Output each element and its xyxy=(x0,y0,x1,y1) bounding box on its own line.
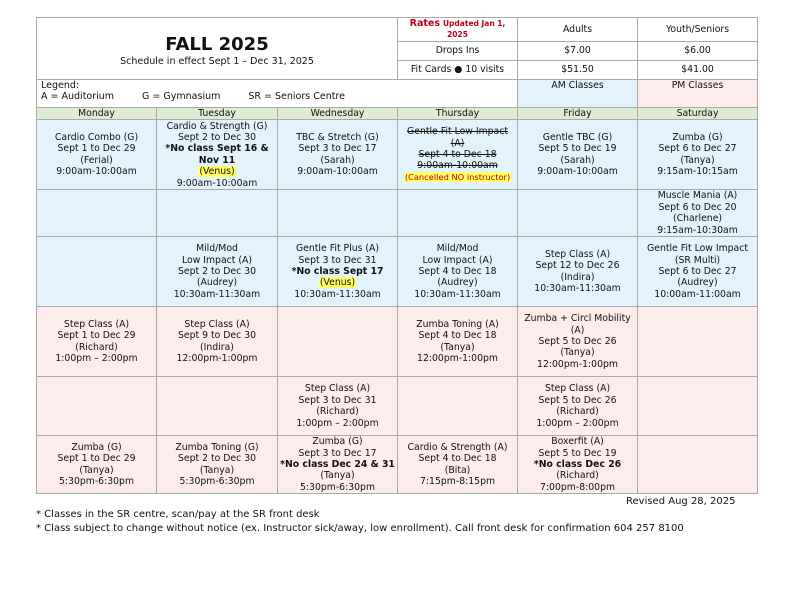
class-info-line: Sept 12 to Dec 26 xyxy=(535,260,620,272)
drop-ins-youth-price: $6.00 xyxy=(638,41,758,60)
class-cell-friday xyxy=(518,120,638,190)
class-info-line: Step Class (A) xyxy=(304,383,371,395)
class-info-line: (Sarah) xyxy=(560,154,595,166)
class-info-line: TBC & Stretch (G) xyxy=(296,131,379,143)
class-info-line: 9:15am-10:30am xyxy=(657,224,738,236)
title-block xyxy=(37,18,398,80)
class-info-line: Sept 5 to Dec 19 xyxy=(538,143,617,155)
class-info-line: (Audrey) xyxy=(196,277,238,289)
class-info-line: 1:00pm – 2:00pm xyxy=(536,417,619,429)
class-info-line: (Venus) xyxy=(199,166,235,178)
class-info-line: Sept 1 to Dec 29 xyxy=(57,330,136,342)
empty-cell xyxy=(37,190,157,237)
class-info-line: Nov 11 xyxy=(198,154,236,166)
class-info-line: 12:00pm-1:00pm xyxy=(176,353,258,365)
empty-cell xyxy=(398,377,518,436)
class-info-line: Sept 3 to Dec 31 xyxy=(298,394,377,406)
class-cell-monday xyxy=(37,436,157,494)
class-cell-monday xyxy=(37,307,157,377)
day-header-thursday: Thursday xyxy=(398,107,518,119)
day-header-tuesday: Tuesday xyxy=(157,107,278,119)
class-info-line: (Bita) xyxy=(444,464,471,476)
class-info-line: Gentle Fit Low Impact xyxy=(647,243,749,255)
legend-seniors-centre: SR = Seniors Centre xyxy=(248,91,345,103)
class-info-line: Boxerfit (A) xyxy=(551,436,604,448)
class-info-line: Sept 1 to Dec 29 xyxy=(57,453,136,465)
class-info-line: Low Impact (A) xyxy=(422,254,493,266)
class-cell-tuesday xyxy=(157,436,278,494)
rates-header xyxy=(398,18,518,42)
revised-date: Revised Aug 28, 2025 xyxy=(626,496,736,507)
class-info-line: *No class Dec 24 & 31 xyxy=(280,459,395,471)
class-info-line: Sept 4 to Dec 18 xyxy=(418,266,497,278)
schedule-effective-dates: Schedule in effect Sept 1 – Dec 31, 2025 xyxy=(120,55,314,67)
class-cell-wednesday xyxy=(278,377,398,436)
class-info-line: Mild/Mod xyxy=(436,243,479,255)
class-cell-friday xyxy=(518,377,638,436)
class-info-line: (Tanya) xyxy=(680,154,715,166)
class-info-line: 7:00pm-8:00pm xyxy=(540,481,616,493)
class-info-line: Sept 3 to Dec 17 xyxy=(298,143,377,155)
class-info-line: Gentle TBC (G) xyxy=(542,131,613,143)
class-info-line: Sept 6 to Dec 27 xyxy=(658,143,737,155)
fit-cards-youth-price: $41.00 xyxy=(638,60,758,79)
day-header-monday: Monday xyxy=(37,107,157,119)
class-info-line: 1:00pm – 2:00pm xyxy=(296,417,379,429)
class-info-line: (Tanya) xyxy=(320,470,355,482)
class-info-line: Step Class (A) xyxy=(544,383,611,395)
class-cell-thursday xyxy=(398,436,518,494)
class-info-line: 5:30pm-6:30pm xyxy=(58,476,135,488)
empty-cell xyxy=(518,190,638,237)
drop-ins-adults-price: $7.00 xyxy=(518,41,638,60)
class-info-line: (A) xyxy=(570,324,585,336)
class-info-line: (Audrey) xyxy=(677,277,718,289)
class-info-line: (Tanya) xyxy=(560,347,595,359)
class-info-line: Cardio & Strength (A) xyxy=(407,441,508,453)
empty-cell xyxy=(37,237,157,307)
youth-seniors-header: Youth/Seniors xyxy=(638,18,758,42)
class-info-line: Gentle Fit Plus (A) xyxy=(295,243,380,255)
class-info-line: Sept 6 to Dec 27 xyxy=(658,266,737,278)
class-info-line: (Indira) xyxy=(200,341,234,353)
class-info-line: Sept 9 to Dec 30 xyxy=(177,330,257,342)
class-info-line: (Audrey) xyxy=(437,277,478,289)
fit-cards-adults-price: $51.50 xyxy=(518,60,638,79)
class-info-line: Sept 2 to Dec 30 xyxy=(177,266,257,278)
class-info-line: Gentle Fit Low Impact xyxy=(407,126,509,138)
class-info-line: Sept 3 to Dec 17 xyxy=(298,447,377,459)
class-cell-thursday xyxy=(398,237,518,307)
class-cell-tuesday xyxy=(157,307,278,377)
class-info-line: 1:00pm – 2:00pm xyxy=(55,353,138,365)
schedule-row xyxy=(37,436,758,494)
class-info-line: 10:30am-11:30am xyxy=(414,288,501,300)
class-info-line: Zumba (G) xyxy=(672,131,723,143)
class-cell-tuesday xyxy=(157,120,278,190)
class-cell-wednesday xyxy=(278,120,398,190)
class-info-line: Sept 4 to Dec 18 xyxy=(418,149,497,161)
class-info-line: (Richard) xyxy=(75,341,118,353)
empty-cell xyxy=(638,436,758,494)
schedule-table xyxy=(36,17,758,494)
class-info-line: Zumba (G) xyxy=(71,441,122,453)
schedule-row xyxy=(37,307,758,377)
footer-notes xyxy=(36,508,684,536)
class-info-line: Mild/Mod xyxy=(196,243,238,255)
rates-label: Rates xyxy=(409,18,440,29)
class-info-line: 10:00am-11:00am xyxy=(654,288,741,300)
fit-cards-label: Fit Cards ● 10 visits xyxy=(398,60,518,79)
class-info-line: Sept 2 to Dec 30 xyxy=(177,453,257,465)
legend xyxy=(37,79,518,107)
class-info-line: Sept 5 to Dec 26 xyxy=(538,336,617,348)
footer-note: * Classes in the SR centre, scan/pay at the SR front desk xyxy=(36,509,320,520)
schedule-row xyxy=(37,190,758,237)
legend-am-classes: AM Classes xyxy=(518,79,638,107)
footer-note: * Class subject to change without notice (ex. Instructor sick/away, low enrollment). Call front desk for confirmation 604 257 8100 xyxy=(36,523,684,534)
drop-ins-label: Drops Ins xyxy=(398,41,518,60)
class-info-line: 5:30pm-6:30pm xyxy=(179,476,255,488)
legend-pm-classes: PM Classes xyxy=(638,79,758,107)
class-info-line: Sept 4 to Dec 18 xyxy=(418,330,497,342)
empty-cell xyxy=(37,377,157,436)
empty-cell xyxy=(278,190,398,237)
class-info-line: Sept 5 to Dec 19 xyxy=(538,447,617,459)
class-info-line: 9:00am-10:00am xyxy=(176,177,258,189)
class-info-line: Step Class (A) xyxy=(184,318,250,330)
class-info-line: Sept 5 to Dec 26 xyxy=(538,394,617,406)
class-info-line: (Richard) xyxy=(556,470,599,482)
class-info-line: 9:00am-10:00am xyxy=(297,166,378,178)
class-info-line: Muscle Mania (A) xyxy=(657,190,738,202)
legend-auditorium: A = Auditorium xyxy=(41,91,115,103)
class-info-line: Sept 4 to Dec 18 xyxy=(418,453,497,465)
class-info-line: 9:15am-10:15am xyxy=(657,166,738,178)
class-info-line: (Venus) xyxy=(319,277,356,289)
class-info-line: Step Class (A) xyxy=(544,248,611,260)
class-info-line: Zumba Toning (G) xyxy=(175,441,259,453)
class-info-line: (Richard) xyxy=(316,406,359,418)
class-info-line: (Tanya) xyxy=(440,341,475,353)
class-cell-friday xyxy=(518,307,638,377)
day-header-friday: Friday xyxy=(518,107,638,119)
class-info-line: Sept 1 to Dec 29 xyxy=(57,143,136,155)
class-cell-wednesday xyxy=(278,436,398,494)
class-cell-saturday xyxy=(638,237,758,307)
class-info-line: (Richard) xyxy=(556,406,599,418)
class-info-line: *No class Sept 17 xyxy=(291,266,384,278)
class-cell-wednesday xyxy=(278,237,398,307)
class-cell-tuesday xyxy=(157,237,278,307)
class-info-line: Zumba + Circl Mobility xyxy=(524,313,631,325)
class-info-line: (A) xyxy=(450,137,465,149)
class-info-line: *No class Sept 16 & xyxy=(165,143,269,155)
day-header-row xyxy=(37,107,758,119)
empty-cell xyxy=(157,190,278,237)
page-title: FALL 2025 xyxy=(165,33,269,55)
class-info-line: Step Class (A) xyxy=(63,318,130,330)
class-info-line: 10:30am-11:30am xyxy=(173,288,261,300)
class-info-line: (Ferial) xyxy=(80,154,113,166)
class-info-line: 10:30am-11:30am xyxy=(294,288,381,300)
class-info-line: Sept 2 to Dec 30 xyxy=(177,131,257,143)
class-info-line: (Tanya) xyxy=(199,464,235,476)
class-info-line: 9:00am-10:00am xyxy=(537,166,618,178)
empty-cell xyxy=(638,307,758,377)
empty-cell xyxy=(157,377,278,436)
class-info-line: Zumba (G) xyxy=(312,436,363,448)
class-info-line: Cardio Combo (G) xyxy=(54,131,139,143)
class-info-line: (SR Multi) xyxy=(674,254,721,266)
class-cell-friday xyxy=(518,436,638,494)
empty-cell xyxy=(278,307,398,377)
class-info-line: 5:30pm-6:30pm xyxy=(299,481,376,493)
class-info-line: 10:30am-11:30am xyxy=(534,283,621,295)
class-info-line: (Tanya) xyxy=(79,464,114,476)
class-info-line: (Cancelled NO instructor) xyxy=(404,171,511,182)
class-cell-saturday xyxy=(638,120,758,190)
class-info-line: 7:15pm-8:15pm xyxy=(420,476,496,488)
class-cell-monday xyxy=(37,120,157,190)
legend-label: Legend: xyxy=(41,79,80,91)
class-info-line: *No class Dec 26 xyxy=(533,459,622,471)
class-info-line: Sept 6 to Dec 20 xyxy=(658,201,737,213)
schedule-row xyxy=(37,237,758,307)
class-info-line: Sept 3 to Dec 31 xyxy=(298,254,377,266)
class-cell-saturday xyxy=(638,190,758,237)
class-info-line: (Indira) xyxy=(560,271,595,283)
class-cell-thursday xyxy=(398,120,518,190)
day-header-wednesday: Wednesday xyxy=(278,107,398,119)
class-info-line: (Sarah) xyxy=(320,154,355,166)
empty-cell xyxy=(398,190,518,237)
class-info-line: (Charlene) xyxy=(672,213,723,225)
schedule-row xyxy=(37,120,758,190)
legend-gymnasium: G = Gymnasium xyxy=(142,91,221,103)
class-info-line: 12:00pm-1:00pm xyxy=(537,358,618,370)
class-info-line: 12:00pm-1:00pm xyxy=(417,353,498,365)
day-header-saturday: Saturday xyxy=(638,107,758,119)
rates-updated: Updated Jan 1, 2025 xyxy=(442,19,506,40)
empty-cell xyxy=(638,377,758,436)
class-info-line: Cardio & Strength (G) xyxy=(166,120,268,132)
class-info-line: Low Impact (A) xyxy=(182,254,252,266)
adults-header: Adults xyxy=(518,18,638,42)
class-cell-thursday xyxy=(398,307,518,377)
class-info-line: Zumba Toning (A) xyxy=(416,318,499,330)
schedule-row xyxy=(37,377,758,436)
class-info-line: 9:00am-10:00am xyxy=(417,160,498,172)
class-info-line: 9:00am-10:00am xyxy=(56,166,137,178)
class-cell-friday xyxy=(518,237,638,307)
